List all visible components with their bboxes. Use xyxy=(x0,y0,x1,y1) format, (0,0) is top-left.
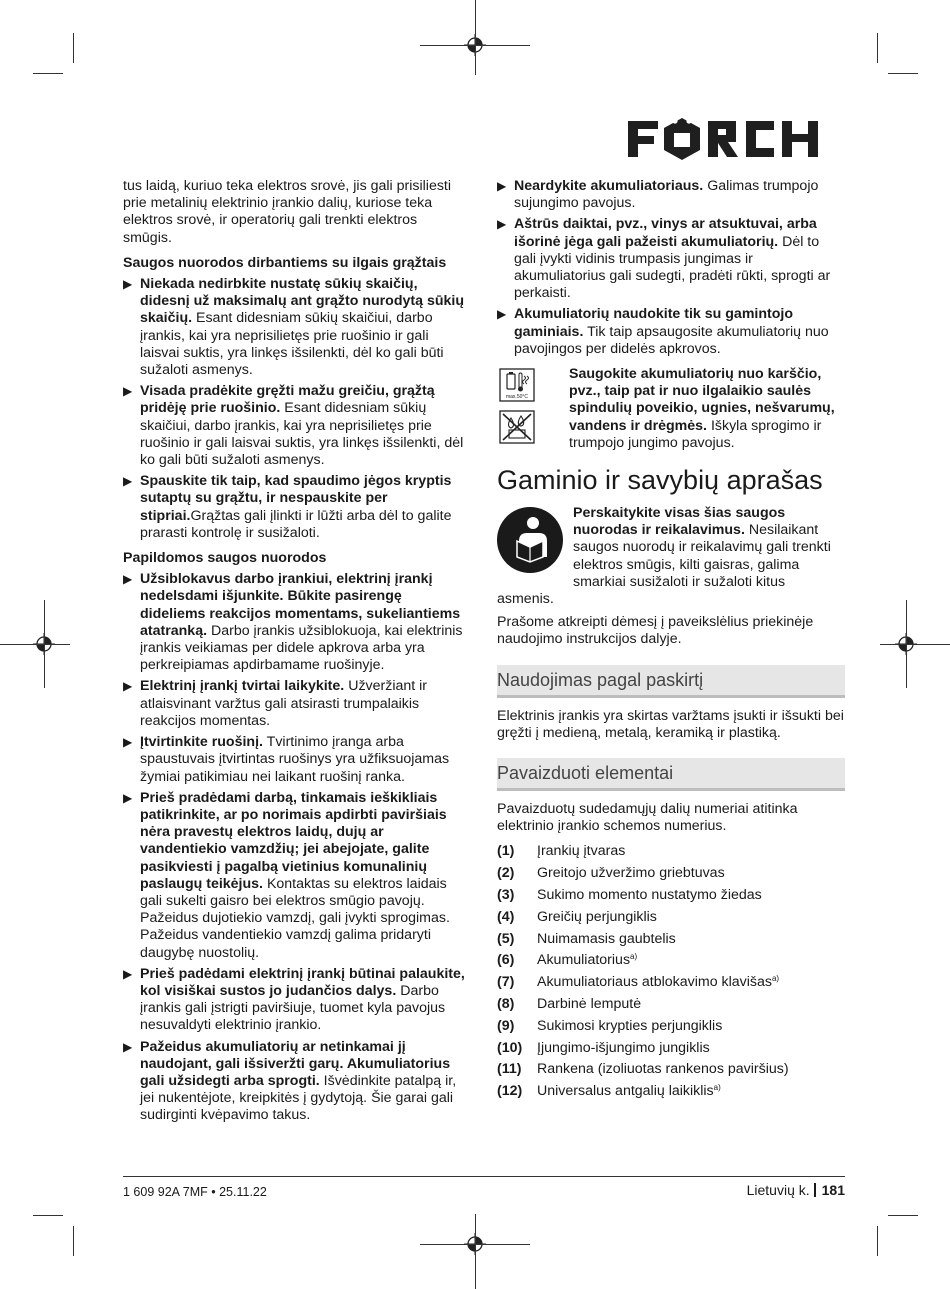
list-item: (6) Akumuliatorius$^{a)}$ xyxy=(497,952,638,969)
list-item: ▶ Visada pradėkite gręžti mažu greičiu, grąžtą pridėję prie ruošinio. Esant didesniam sūkių skaičiui, darbo įrankis, kai yra neprisilietęs prie ruošinio ir gali laisvai suktis, yra linkęs išsilenkti, dėl ko gali būti sužaloti asmenys. xyxy=(123,383,464,469)
section-title-additional: Papildomos saugos nuorodos xyxy=(123,550,327,567)
crop-mark xyxy=(33,73,63,74)
list-item: (8) Darbinė lemputė xyxy=(497,996,642,1013)
list-item: ▶ Pažeidus akumuliatorių ar netinkamai jį naudojant, gali išsiveržti garų. Akumuliatorius gali užsidegti arba sprogti. Išvėdinkite patalpą ir, jei nukentėjote, kreipkitės į gydytoją. Šie garai gali sudirginti kvėpavimo takus. xyxy=(123,1038,457,1124)
list-item: ▶ Aštrūs daiktai, pvz., vinys ar atsuktuvai, arba išorinė jėga gali pažeisti akumuliatorių. Dėl to gali įvykti vidinis trumpasis jungimas ir akumuliatorius gali sudegti, pradėti rūkti, sprogti ar perkaisti. xyxy=(497,216,831,302)
list-item: (3) Sukimo momento nustatymo žiedas xyxy=(497,887,762,904)
registration-line xyxy=(475,1214,476,1289)
list-item: (10) Įjungimo-išjungimo jungiklis xyxy=(497,1039,710,1056)
left-column xyxy=(123,178,469,1129)
crop-mark xyxy=(73,1226,74,1256)
list-item: (2) Greitojo užveržimo griebtuvas xyxy=(497,865,725,882)
bullet-triangle-icon: ▶ xyxy=(497,179,507,193)
list-item: ▶ Akumuliatorių naudokite tik su gamintojo gaminiais. Tik taip apsaugosite akumuliatorių nuo pavojingos per didelės apkrovos. xyxy=(497,306,829,357)
list-item: (1) Įrankių įtvaras xyxy=(497,843,626,860)
list-item: (7) Akumuliatoriaus atblokavimo klavišas$^{a)}$ xyxy=(497,974,780,991)
forch-logo xyxy=(628,117,842,161)
intended-use-text: Elektrinis įrankis yra skirtas varžtams įsukti ir išsukti bei gręžti į medieną, metalą, keramiką ir plastiką. xyxy=(497,707,844,741)
section-bar-components: Pavaizduoti elementai xyxy=(497,758,845,791)
read-instructions-note: Perskaitykite visas šias saugos nuorodas ir reikalavimus. Nesilaikant saugos nuorodų ir reikalavimų gali trenkti elektros smūgis, kilti gaisras, galima smarkiai susižaloti ir sužaloti kitus asmenis. xyxy=(497,505,831,608)
crop-mark xyxy=(73,33,74,63)
bullet-triangle-icon: ▶ xyxy=(497,307,507,322)
warning-icons xyxy=(499,368,535,449)
bullet-triangle-icon: ▶ xyxy=(123,966,133,981)
bullet-triangle-icon: ▶ xyxy=(497,217,507,232)
intro-paragraph: tus laidą, kuriuo teka elektros srovė, jis gali prisiliesti prie metalinių elektrinio įrankio dalių, kuriose teka elektros srovė, ir operatorių gali trenkti elektros smūgis. xyxy=(123,178,452,246)
crop-mark xyxy=(33,1215,63,1216)
components-list xyxy=(497,843,845,1100)
crop-mark xyxy=(888,73,918,74)
registration-line xyxy=(880,644,950,645)
bullet-triangle-icon: ▶ xyxy=(123,735,133,750)
crop-mark xyxy=(888,1215,918,1216)
bullet-triangle-icon: ▶ xyxy=(123,474,133,489)
list-item: (4) Greičių perjungiklis xyxy=(497,908,657,925)
page-indicator xyxy=(747,1182,845,1198)
language-label: Lietuvių k. xyxy=(746,1182,810,1198)
crop-mark xyxy=(877,33,878,63)
list-item: ▶ Elektrinį įrankį tvirtai laikykite. Užveržiant ir atlaisvinant varžtus gali atsirasti trumpalaikis reakcijos momentas. xyxy=(123,678,428,729)
list-item: ▶ Neardykite akumuliatoriaus. Galimas trumpojo sujungimo pavojus. xyxy=(497,178,819,212)
list-item: ▶ Prieš pradėdami darbą, tinkamais ieškikliais patikrinkite, ar po norimais apdirbti paviršiais nėra pravestų elektros laidų, dujų ar vandentiekio vamzdžių; jei abejojate, galite pasikviesti į pagalbą vietinius komunalinių paslaugų teikėjus. Kontaktas su elektros laidais gali sukelti gaisro bei elektros smūgio pavojų. Pažeidus dujotiekio vamzdį, gali įvykti sprogimas. Pažeidus vandentiekio vamzdį galima pridaryti daugybę nuostolių. xyxy=(123,789,450,961)
bullet-triangle-icon: ▶ xyxy=(123,790,133,805)
no-water-fire-icon xyxy=(499,410,535,444)
list-item: ▶ Niekada nedirbkite nustatę sūkių skaičių, didesnį už maksimalų ant grąžto nurodytą sūkių skaičių. Esant didesniam sūkių skaičiui, darbo įrankis, kai yra neprisilietęs prie ruošinio ir gali laisvai suktis, yra linkęs išsilenkti, dėl ko gali būti sužaloti asmenys. xyxy=(123,276,465,379)
page-footer xyxy=(123,1176,845,1199)
temperature-icon xyxy=(499,368,535,402)
battery-heat-warning: max.50°C Saugokite akumuliatorių nuo karščio, pvz., taip pat ir nuo ilgalaikio saulės spindulių poveikio, ugnies, nešvarumų, vandens ir drėgmės. Iškyla sprogimo ir trumpojo jungimo pavojus. xyxy=(497,366,845,452)
separator-bar xyxy=(814,1183,816,1197)
bullet-triangle-icon: ▶ xyxy=(123,384,133,399)
crop-mark xyxy=(877,1226,878,1256)
read-manual-icon xyxy=(497,507,563,573)
list-item: ▶ Spauskite tik taip, kad spaudimo jėgos kryptis sutaptų su grąžtu, ir nespauskite per stipriai.Grąžtas gali įlinkti ir lūžti arba dėl to galite prarasti kontrolę ir susižaloti. xyxy=(123,473,452,541)
page-number: 181 xyxy=(821,1182,845,1198)
bullet-triangle-icon: ▶ xyxy=(123,277,133,292)
document-code: 1 609 92A 7MF • 25.11.22 xyxy=(123,1185,267,1199)
right-column xyxy=(497,178,845,1105)
bullet-triangle-icon: ▶ xyxy=(123,1039,133,1054)
list-item: (5) Nuimamasis gaubtelis xyxy=(497,930,676,947)
list-item: (12) Universalus antgalių laikiklis$^{a)}$ xyxy=(497,1083,721,1100)
list-item: (9) Sukimosi krypties perjungiklis xyxy=(497,1017,723,1034)
list-item: ▶ Prieš padėdami elektrinį įrankį būtinai palaukite, kol visiškai sustos jo judančios dalys. Darbo įrankis gali įstrigti paviršiuje, tuomet kyla pavojus nesuvaldyti elektrinio įrankio. xyxy=(123,965,465,1034)
figures-note: Prašome atkreipti dėmesį į paveikslėlius priekinėje naudojimo instrukcijos dalyje. xyxy=(497,614,814,648)
list-item: ▶ Užsiblokavus darbo įrankiui, elektrinį įrankį nedelsdami išjunkite. Būkite pasirengę dideliems reakcijos momentams, sukeliantiems atatranką. Darbo įrankis užsiblokuoja, kai elektrinis įrankis veikiamas per didele apkrova arba yra perkreipiamas apdirbamame ruošinyje. xyxy=(123,571,463,674)
components-intro: Pavaizduotų sudedamųjų dalių numeriai atitinka elektrinio įrankio schemos numerius. xyxy=(497,801,798,835)
bullet-triangle-icon: ▶ xyxy=(123,679,133,694)
registration-line xyxy=(475,0,476,75)
svg-text:max.50°C: max.50°C xyxy=(505,394,529,401)
bullet-triangle-icon: ▶ xyxy=(123,572,133,587)
list-item: ▶ Įtvirtinkite ruošinį. Tvirtinimo įranga arba spaustuvais įtvirtintas ruošinys yra užfiksuojamas žymiai patikimiau nei laikant ruošinį ranka. xyxy=(123,734,450,785)
section-heading: Gaminio ir savybių aprašas xyxy=(497,465,823,496)
registration-line xyxy=(0,644,70,645)
list-item: (11) Rankena (izoliuotas rankenos paviršius) xyxy=(497,1061,789,1078)
section-title-long-drills: Saugos nuorodos dirbantiems su ilgais grąžtais xyxy=(123,254,447,271)
section-bar-intended-use: Naudojimas pagal paskirtį xyxy=(497,665,845,698)
